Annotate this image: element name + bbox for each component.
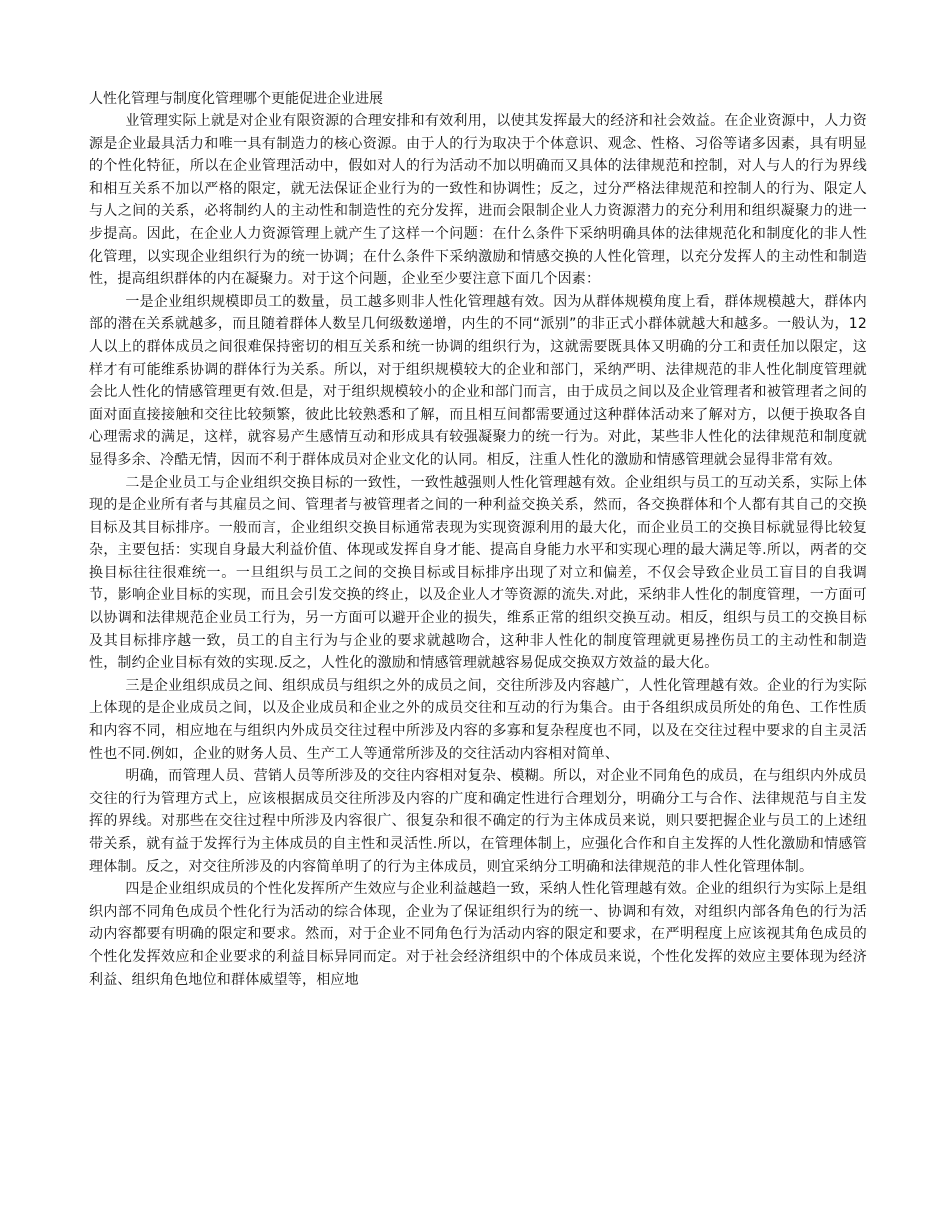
document-page [89, 88, 867, 991]
paragraph-factor-two: 二是企业员工与企业组织交换目标的一致性，一致性越强则人性化管理越有效。企业组织与员工的互动关系，实际上体现的是企业所有者与其雇员之间、管理者与被管理者之间的一种利益交换关系，然而，各交换群体和个人都有其自己的交换目标及其目标排序。一般而言，企业组织交换目标通常表现为实现资源利用的最大化，而企业员工的交换目标就显得比较复杂，主要包括：实现自身最大利益价值、体现或发挥自身才能、提高自身能力水平和实现心理的最大满足等.所以，两者的交换目标往往很难统一。一旦组织与员工之间的交换目标或目标排序出现了对立和偏差，不仅会导致企业员工盲目的自我调节，影响企业目标的实现，而且会引发交换的终止，以及企业人才等资源的流失.对此，采纳非人性化的制度管理，一方面可以协调和法律规范企业员工行为，另一方面可以避开企业的损失，维系正常的组织交换互动。相反，组织与员工的交换目标及其目标排序越一致，员工的自主行为与企业的要求就越吻合，这种非人性化的制度管理就更易挫伤员工的主动性和制造性，制约企业目标有效的实现.反之，人性化的激励和情感管理就越容易促成交换双方效益的最大化。 [89, 474, 867, 672]
document-title: 人性化管理与制度化管理哪个更能促进企业进展 [89, 91, 383, 107]
paragraph-factor-one: 一是企业组织规模即员工的数量，员工越多则非人性化管理越有效。因为从群体规模角度上看，群体规模越大，群体内部的潜在关系就越多，而且随着群体人数呈几何级数递增，内生的不同“派别”的非正式小群体就越大和越多。一般认为，12人以上的群体成员之间很难保持密切的相互关系和统一协调的组织行为，这就需要既具体又明确的分工和责任加以限定，这样才有可能维系协调的群体行为关系。所以，对于组织规模较大的企业和部门，采纳严明、法律规范的非人性化制度管理就会比人性化的情感管理更有效.但是，对于组织规模较小的企业和部门而言，由于成员之间以及企业管理者和被管理者之间的面对面直接接触和交往比较频繁，彼此比较熟悉和了解，而且相互间都需要通过这种群体活动来了解对方，以便于换取各自心理需求的满足，这样，就容易产生感情互动和形成具有较强凝聚力的统一行为。对此，某些非人性化的法律规范和制度就显得多余、冷酷无情，因而不利于群体成员对企业文化的认同。相反，注重人性化的激励和情感管理就会显得非常有效。 [89, 293, 867, 468]
paragraph-factor-three-continued: 明确，而管理人员、营销人员等所涉及的交往内容相对复杂、模糊。所以，对企业不同角色的成员，在与组织内外成员交往的行为管理方式上，应该根据成员交往所涉及内容的广度和确定性进行合理划分，明确分工与合作、法律规范与自主发挥的界线。对那些在交往过程中所涉及内容很广、很复杂和很不确定的行为主体成员来说，则只要把握企业与员工的上述纽带关系，就有益于发挥行为主体成员的自主性和灵活性.所以，在管理体制上，应强化合作和自主发挥的人性化激励和情感管理体制。反之，对交往所涉及的内容简单明了的行为主体成员，则宜采纳分工明确和法律规范的非人性化管理体制。 [89, 768, 867, 875]
paragraph-intro: 业管理实际上就是对企业有限资源的合理安排和有效利用，以使其发挥最大的经济和社会效益。在企业资源中，人力资源是企业最具活力和唯一具有制造力的核心资源。由于人的行为取决于个体意识、观念、性格、习俗等诸多因素，具有明显的个性化特征，所以在企业管理活动中，假如对人的行为活动不加以明确而又具体的法律规范和控制，对人与人的行为界线和相互关系不加以严格的限定，就无法保证企业行为的一致性和协调性；反之，过分严格法律规范和控制人的行为、限定人与人之间的关系，必将制约人的主动性和制造性的充分发挥，进而会限制企业人力资源潜力的充分利用和组织凝聚力的进一步提高。因此，在企业人力资源管理上就产生了这样一个问题：在什么条件下采纳明确具体的法律规范化和制度化的非人性化管理，以实现企业组织行为的统一协调；在什么条件下采纳激励和情感交换的人性化管理，以充分发挥人的主动性和制造性，提高组织群体的内在凝聚力。对于这个问题，企业至少要注意下面几个因素： [89, 113, 867, 288]
paragraph-factor-three: 三是企业组织成员之间、组织成员与组织之外的成员之间，交往所涉及内容越广，人性化管理越有效。企业的行为实际上体现的是企业成员之间，以及企业成员和企业之外的成员交往和互动的行为集合。由于各组织成员所处的角色、工作性质和内容不同，相应地在与组织内外成员交往过程中所涉及内容的多寡和复杂程度也不同，以及在交往过程中要求的自主灵活性也不同.例如，企业的财务人员、生产工人等通常所涉及的交往活动内容相对简单、 [89, 677, 867, 762]
paragraph-factor-four: 四是企业组织成员的个性化发挥所产生效应与企业利益越趋一致，采纳人性化管理越有效。企业的组织行为实际上是组织内部不同角色成员个性化行为活动的综合体现，企业为了保证组织行为的统一、协调和有效，对组织内部各角色的行为活动内容都要有明确的限定和要求。然而，对于企业不同角色行为活动内容的限定和要求，在严明程度上应该视其角色成员的个性化发挥效应和企业要求的利益目标异同而定。对于社会经济组织中的个体成员来说，个性化发挥的效应主要体现为经济利益、组织角色地位和群体威望等，相应地 [89, 881, 867, 988]
